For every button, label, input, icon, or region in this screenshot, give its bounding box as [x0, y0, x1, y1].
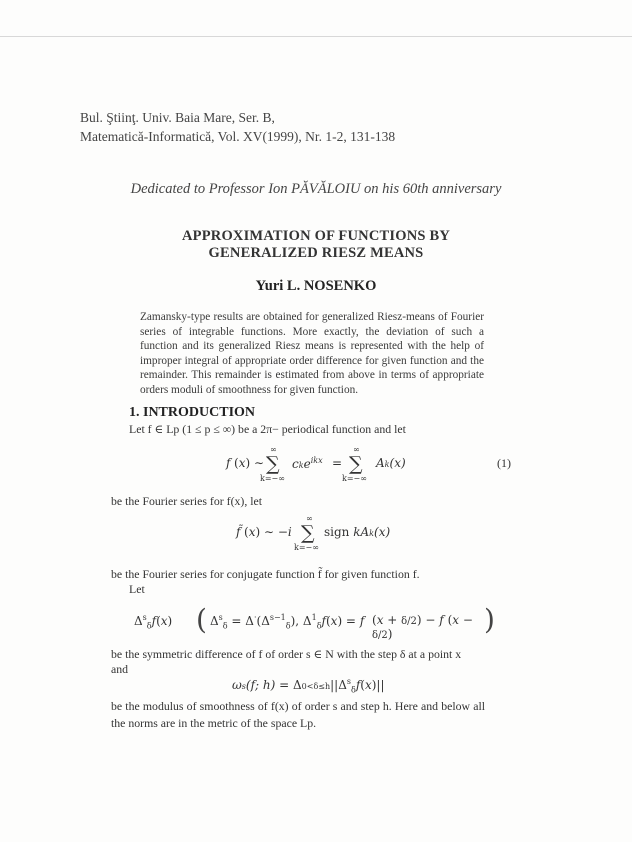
journal-line-2: Matematică-Informatică, Vol. XV(1999), Nr. 1-2, 131-138	[80, 129, 396, 144]
abstract: Zamansky-type results are obtained for generalized Riesz-means of Fourier series of integrable functions. More exactly, the deviation of such a function and its generalized Riesz means is represented with the help of improper integral of appropriate order difference for given function and the remainder. This remainder is estimated from above in terms of appropriate orders moduli of smoothness for given function.	[140, 311, 484, 396]
intro-line: Let f ∈ Lp (1 ≤ p ≤ ∞) be a 2π− periodical function and let	[129, 422, 406, 436]
equation-1-number: (1)	[497, 456, 511, 470]
equation-1: f (x) ∼ ∞ ∑ k=−∞ cke$^{ikx}$ = ∞ ∑ k=−∞ Ak(x)	[226, 445, 406, 483]
journal-line-1: Bul. Ştiinţ. Univ. Baia Mare, Ser. B,	[80, 110, 275, 125]
fourier-text: be the Fourier series for f(x), let	[111, 494, 263, 508]
modulus-text: be the modulus of smoothness of f(x) of order s and step h. Here and below all the norms are in the metric of the space Lp.	[111, 699, 485, 730]
top-rule	[0, 36, 632, 37]
let-text: Let	[129, 582, 145, 596]
paper-title-line-1: APPROXIMATION OF FUNCTIONS BY	[181, 228, 450, 244]
difference-equation: $\Delta^s_\delta f(x)$ ( $\Delta^s_\delta = \Delta^\cdot(\Delta^{s-1}_\delta)$, $\Delta^1_\delta f(x) = f$ (x + δ/2) − f (x − δ/2) )	[134, 603, 495, 641]
conjugate-text: be the Fourier series for conjugate function f̃ for given function f.	[111, 567, 420, 581]
difference-text: be the symmetric difference of f of order s ∈ N with the step δ at a point x	[111, 647, 462, 661]
conjugate-equation: f̃ (x) ∼ −i ∞ ∑ k=−∞ sign kAk(x)	[236, 514, 391, 552]
modulus-equation: ωs(f; $h) = \Delta 0<\delta\le h||\Delta^s_\delta f(x)||$	[232, 677, 385, 695]
paper-title-line-2: GENERALIZED RIESZ MEANS	[208, 245, 424, 261]
author: Yuri L. NOSENKO	[255, 278, 377, 294]
dedication: Dedicated to Professor Ion PĂVĂLOIU on his 60th anniversary	[130, 181, 502, 197]
section-heading: 1. INTRODUCTION	[129, 405, 256, 420]
and-text: and	[111, 662, 129, 676]
